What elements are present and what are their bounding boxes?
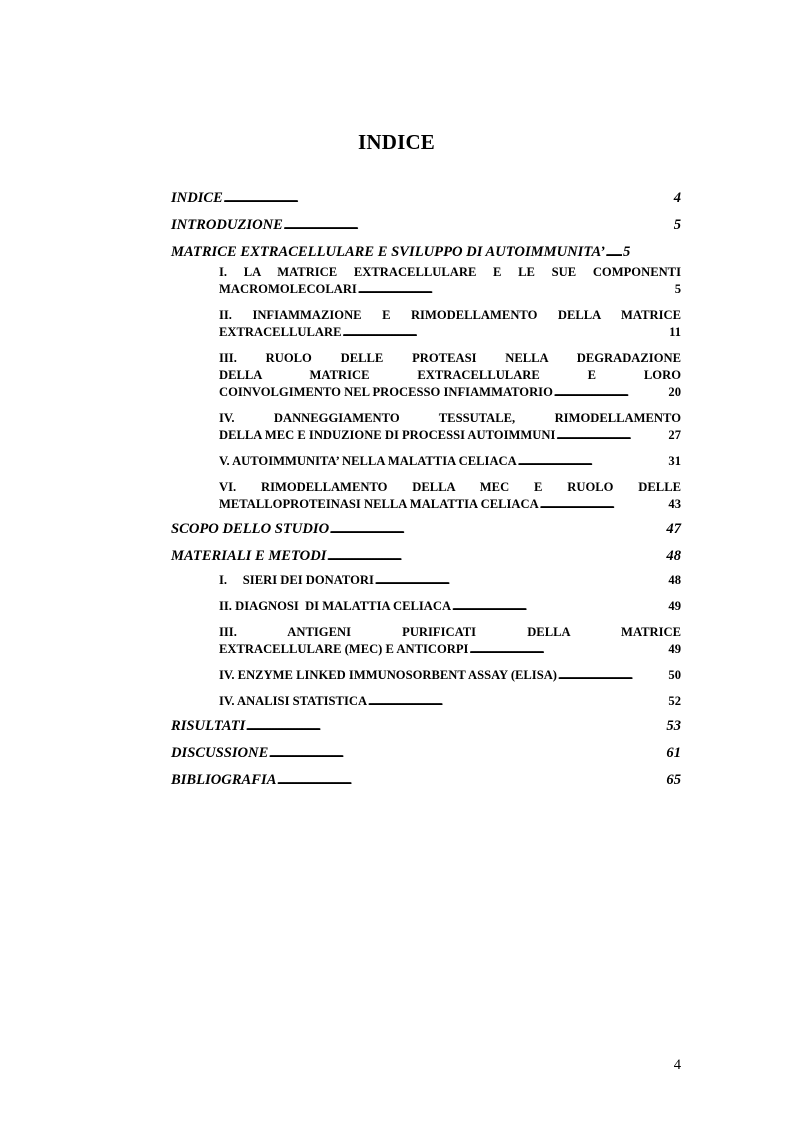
toc-leader — [269, 744, 665, 764]
toc-subentry[interactable] — [219, 572, 681, 590]
toc-leader — [358, 281, 674, 299]
toc-subentry[interactable] — [219, 410, 681, 445]
toc-page: 5 — [673, 217, 681, 233]
toc-entry-materiali[interactable] — [171, 547, 681, 572]
toc-subentry-head: IV. DANNEGGIAMENTO TESSUTALE, RIMODELLAMENTO — [219, 411, 681, 425]
toc-leader — [342, 324, 668, 342]
toc-page: 5 — [622, 244, 631, 260]
toc-leader — [277, 771, 665, 791]
toc-label: EXTRACELLULARE (MEC) E ANTICORPI — [219, 642, 469, 656]
table-of-contents — [171, 189, 681, 798]
toc-subentry[interactable] — [219, 693, 681, 711]
toc-subentry-head: III. RUOLO DELLE PROTEASI NELLA DEGRADAZIONE — [219, 351, 681, 365]
toc-page: 11 — [669, 325, 681, 339]
toc-leader — [540, 496, 668, 514]
toc-leader — [518, 453, 668, 471]
toc-label: II. DIAGNOSI DI MALATTIA CELIACA — [219, 599, 452, 613]
toc-subentry[interactable] — [219, 307, 681, 342]
toc-label: MATRICE EXTRACELLULARE E SVILUPPO DI AUTOIMMUNITA’ — [171, 244, 605, 260]
toc-page: 52 — [668, 694, 681, 708]
toc-subentry[interactable] — [219, 453, 681, 471]
toc-label: DISCUSSIONE — [171, 745, 269, 761]
toc-subsection-matrice — [219, 264, 681, 514]
toc-leader — [246, 717, 665, 737]
toc-label: V. AUTOIMMUNITA’ NELLA MALATTIA CELIACA — [219, 454, 517, 468]
toc-label: DELLA MEC E INDUZIONE DI PROCESSI AUTOIMMUNI — [219, 428, 556, 442]
toc-leader — [469, 641, 667, 659]
toc-entry-matrice[interactable] — [171, 243, 681, 264]
toc-leader — [224, 189, 673, 209]
toc-leader — [554, 384, 668, 402]
toc-label: I. SIERI DEI DONATORI — [219, 573, 374, 587]
toc-leader — [284, 216, 673, 236]
toc-subentry[interactable] — [219, 264, 681, 299]
toc-subentry-head: DELLA MATRICE EXTRACELLULARE E LORO — [219, 368, 681, 382]
toc-page: 20 — [668, 385, 681, 399]
toc-page: 4 — [673, 190, 681, 206]
toc-entry-introduzione[interactable] — [171, 216, 681, 243]
toc-entry-scopo[interactable] — [171, 520, 681, 547]
toc-subentry-head: III. ANTIGENI PURIFICATI DELLA MATRICE — [219, 625, 681, 639]
page-title: INDICE — [357, 130, 436, 154]
toc-subentry[interactable] — [219, 667, 681, 685]
toc-leader — [606, 243, 622, 263]
toc-subentry-head: VI. RIMODELLAMENTO DELLA MEC E RUOLO DELLE — [219, 480, 681, 494]
toc-page: 43 — [668, 497, 681, 511]
toc-label: IV. ENZYME LINKED IMMUNOSORBENT ASSAY (ELISA) — [219, 668, 558, 682]
toc-subentry[interactable] — [219, 624, 681, 659]
toc-page: 61 — [666, 745, 681, 761]
toc-label: INDICE — [171, 190, 223, 206]
toc-leader — [330, 520, 665, 540]
toc-label: SCOPO DELLO STUDIO — [171, 521, 330, 537]
toc-label: METALLOPROTEINASI NELLA MALATTIA CELIACA — [219, 497, 539, 511]
toc-subentry[interactable] — [219, 598, 681, 616]
toc-page: 48 — [666, 548, 681, 564]
toc-page: 47 — [666, 521, 681, 537]
toc-page: 65 — [666, 772, 681, 788]
toc-page: 31 — [668, 454, 681, 468]
toc-label: IV. ANALISI STATISTICA — [219, 694, 368, 708]
toc-leader — [452, 598, 667, 616]
toc-page: 48 — [668, 573, 681, 587]
toc-entry-risultati[interactable] — [171, 717, 681, 744]
toc-subentry[interactable] — [219, 479, 681, 514]
toc-leader — [368, 693, 667, 711]
toc-page: 5 — [674, 282, 681, 296]
toc-leader — [556, 427, 667, 445]
toc-subentry[interactable] — [219, 350, 681, 402]
toc-entry-indice[interactable] — [171, 189, 681, 216]
toc-subsection-materiali — [219, 572, 681, 711]
toc-label: RISULTATI — [171, 718, 246, 734]
toc-page: 50 — [668, 668, 681, 682]
toc-label: INTRODUZIONE — [171, 217, 283, 233]
toc-subentry-head: II. INFIAMMAZIONE E RIMODELLAMENTO DELLA MATRICE — [219, 308, 681, 322]
toc-label: MATERIALI E METODI — [171, 548, 327, 564]
toc-leader — [558, 667, 667, 685]
page-number: 4 — [673, 1057, 681, 1073]
toc-page: 27 — [668, 428, 681, 442]
toc-entry-bibliografia[interactable] — [171, 771, 681, 798]
toc-page: 49 — [668, 642, 681, 656]
toc-label: BIBLIOGRAFIA — [171, 772, 277, 788]
toc-entry-discussione[interactable] — [171, 744, 681, 771]
toc-leader — [327, 547, 665, 567]
toc-subentry-head: I. LA MATRICE EXTRACELLULARE E LE SUE COMPONENTI — [219, 265, 681, 279]
toc-page: 49 — [668, 599, 681, 613]
toc-label: COINVOLGIMENTO NEL PROCESSO INFIAMMATORIO — [219, 385, 553, 399]
toc-label: EXTRACELLULARE — [219, 325, 342, 339]
toc-leader — [375, 572, 668, 590]
toc-page: 53 — [666, 718, 681, 734]
toc-label: MACROMOLECOLARI — [219, 282, 357, 296]
